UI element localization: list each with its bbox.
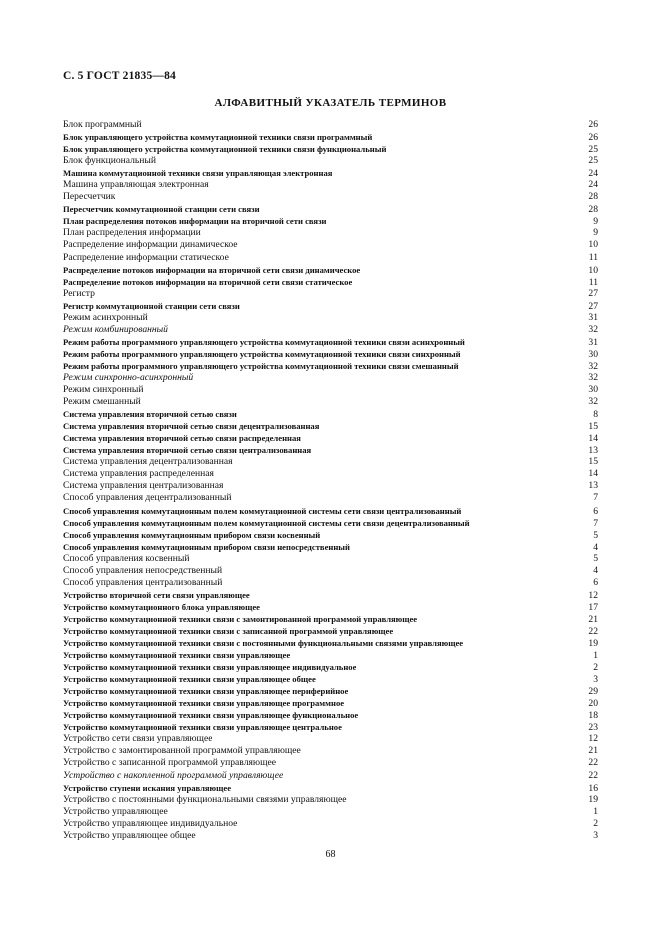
index-term: Устройство ступени искания управляющее xyxy=(63,782,232,793)
index-term: Пересчетчик коммутационной станции сети связи xyxy=(63,204,260,215)
index-page-number: 10 xyxy=(588,264,598,276)
index-entry xyxy=(63,179,598,191)
index-entry xyxy=(63,420,598,432)
index-term: Система управления децентрализованная xyxy=(63,456,233,468)
index-entry xyxy=(63,613,598,625)
index-term: Устройство коммутационной техники связи управляющее центральное xyxy=(63,722,342,733)
index-entry xyxy=(63,336,598,348)
index-term: Режим смешанный xyxy=(63,396,141,408)
index-term: Система управления централизованная xyxy=(63,480,224,492)
index-page-number: 31 xyxy=(588,311,598,323)
index-term: Устройство коммутационной техники связи с постоянными функциональными связями управляющее xyxy=(63,638,464,649)
index-page-number: 22 xyxy=(588,625,598,637)
index-entry xyxy=(63,818,598,830)
index-page-number: 12 xyxy=(588,733,598,745)
index-entry xyxy=(63,806,598,818)
index-page-number: 25 xyxy=(588,144,598,156)
index-entry xyxy=(63,782,598,794)
index-page-number: 13 xyxy=(588,480,598,492)
index-page-number: 1 xyxy=(593,805,598,817)
index-entry xyxy=(63,673,598,685)
index-entry xyxy=(63,239,598,251)
index-term: Распределение информации динамическое xyxy=(63,239,238,251)
index-page-number: 14 xyxy=(588,433,598,445)
index-term: Устройство с замонтированной программой управляющее xyxy=(63,745,301,757)
index-page-number: 24 xyxy=(588,168,598,180)
index-page-number: 5 xyxy=(593,529,598,541)
index-page-number: 5 xyxy=(593,552,598,564)
index-page-number: 28 xyxy=(588,191,598,203)
index-entry xyxy=(63,360,598,372)
index-entry xyxy=(63,191,598,203)
index-page-number: 11 xyxy=(588,276,598,288)
index-term: Распределение потоков информации на вторичной сети связи статическое xyxy=(63,276,353,287)
index-entry xyxy=(63,625,598,637)
index-entry xyxy=(63,745,598,757)
index-term: Устройство вторичной сети связи управляющее xyxy=(63,589,250,600)
index-page-number: 22 xyxy=(588,769,598,781)
index-page-number: 15 xyxy=(588,456,598,468)
index-page-number: 16 xyxy=(588,782,598,794)
index-term: Устройство коммутационной техники связи с записанной программой управляющее xyxy=(63,625,394,636)
index-term: Устройство коммутационной техники связи управляющее xyxy=(63,650,291,661)
index-entry xyxy=(63,456,598,468)
index-entry xyxy=(63,637,598,649)
index-page-number: 19 xyxy=(588,638,598,650)
index-page-number: 32 xyxy=(588,396,598,408)
index-page-number: 19 xyxy=(588,793,598,805)
index-entry xyxy=(63,529,598,541)
index-term: Режим комбинированный xyxy=(63,323,168,335)
index-entry xyxy=(63,709,598,721)
index-term: Регистр коммутационной станции сети связи xyxy=(63,300,240,311)
index-page-number: 30 xyxy=(588,384,598,396)
index-entry xyxy=(63,215,598,227)
index-entry xyxy=(63,384,598,396)
index-entry xyxy=(63,119,598,131)
index-entry xyxy=(63,492,598,504)
index-entry xyxy=(63,252,598,264)
index-page-number: 23 xyxy=(588,722,598,734)
index-page-number: 32 xyxy=(588,371,598,383)
index-term: Машина коммутационной техники связи управляющая электронная xyxy=(63,168,333,179)
index-entry xyxy=(63,770,598,782)
index-entry xyxy=(63,396,598,408)
index-term: Режим работы программного управляющего устройства коммутационной техники связи синхронный xyxy=(63,348,461,359)
index-page-number: 21 xyxy=(588,745,598,757)
index-term: Режим работы программного управляющего устройства коммутационной техники связи асинхронный xyxy=(63,336,465,347)
index-entry xyxy=(63,480,598,492)
index-page-number: 20 xyxy=(588,698,598,710)
index-term: Машина управляющая электронная xyxy=(63,179,209,191)
index-page-number: 32 xyxy=(588,323,598,335)
index-term: Режим работы программного управляющего устройства коммутационной техники связи смешанный xyxy=(63,360,459,371)
index-page-number: 6 xyxy=(593,505,598,517)
index-term: Устройство коммутационной техники связи управляющее индивидуальное xyxy=(63,662,357,673)
index-entry xyxy=(63,505,598,517)
index-page-number: 25 xyxy=(588,155,598,167)
index-entry xyxy=(63,155,598,167)
index-entry xyxy=(63,661,598,673)
index-entry xyxy=(63,733,598,745)
index-term: План распределения информации xyxy=(63,227,201,239)
index-entry xyxy=(63,649,598,661)
index-page-number: 24 xyxy=(588,179,598,191)
index-term: Устройство с постоянными функциональными связями управляющее xyxy=(63,793,347,805)
index-term: Система управления распределенная xyxy=(63,468,214,480)
index-term: Устройство коммутационного блока управляющее xyxy=(63,601,260,612)
index-entry xyxy=(63,167,598,179)
index-term: Блок функциональный xyxy=(63,155,157,167)
index-page-number: 28 xyxy=(588,204,598,216)
index-page-number: 6 xyxy=(593,576,598,588)
page-title: АЛФАВИТНЫЙ УКАЗАТЕЛЬ ТЕРМИНОВ xyxy=(214,97,447,109)
index-term: Способ управления коммутационным полем коммутационной системы сети связи децентрализованный xyxy=(63,517,470,528)
index-entry xyxy=(63,541,598,553)
term-index-list xyxy=(63,119,598,842)
index-term: Регистр xyxy=(63,287,95,299)
index-page-number: 8 xyxy=(593,409,598,421)
index-term: Способ управления централизованный xyxy=(63,576,223,588)
index-entry xyxy=(63,697,598,709)
index-page-number: 17 xyxy=(588,601,598,613)
index-entry xyxy=(63,432,598,444)
index-term: Способ управления коммутационным прибором связи косвенный xyxy=(63,529,321,540)
index-term: Режим синхронный xyxy=(63,384,144,396)
page-header: С. 5 ГОСТ 21835—84 xyxy=(63,70,176,82)
index-page-number: 2 xyxy=(593,662,598,674)
index-page-number: 2 xyxy=(593,817,598,829)
index-page-number: 13 xyxy=(588,445,598,457)
index-entry xyxy=(63,324,598,336)
index-entry xyxy=(63,589,598,601)
index-entry xyxy=(63,601,598,613)
index-page-number: 7 xyxy=(593,492,598,504)
index-page-number: 27 xyxy=(588,300,598,312)
index-term: Система управления вторичной сетью связи централизованная xyxy=(63,445,312,456)
index-term: Пересчетчик xyxy=(63,191,116,203)
index-term: Система управления вторичной сетью связи xyxy=(63,409,237,420)
index-page-number: 4 xyxy=(593,541,598,553)
index-term: Способ управления коммутационным прибором связи непосредственный xyxy=(63,541,350,552)
index-entry xyxy=(63,276,598,288)
index-term: Устройство управляющее xyxy=(63,805,168,817)
index-term: Устройство коммутационной техники связи управляющее программное xyxy=(63,698,345,709)
index-term: Способ управления коммутационным полем коммутационной системы сети связи централизованный xyxy=(63,505,462,516)
index-term: Устройство коммутационной техники связи с замонтированной программой управляющее xyxy=(63,613,418,624)
index-page-number: 14 xyxy=(588,468,598,480)
index-page-number: 9 xyxy=(593,227,598,239)
index-page-number: 27 xyxy=(588,287,598,299)
page-number-footer: 68 xyxy=(325,849,336,860)
index-entry xyxy=(63,264,598,276)
index-term: Блок управляющего устройства коммутационной техники связи функциональный xyxy=(63,144,387,155)
index-page-number: 32 xyxy=(588,360,598,372)
index-entry xyxy=(63,444,598,456)
index-page-number: 22 xyxy=(588,757,598,769)
index-page-number: 9 xyxy=(593,216,598,228)
index-page-number: 3 xyxy=(593,674,598,686)
index-term: Устройство с записанной программой управляющее xyxy=(63,757,276,769)
index-term: Устройство управляющее индивидуальное xyxy=(63,817,238,829)
index-entry xyxy=(63,757,598,769)
index-term: Система управления вторичной сетью связи распределенная xyxy=(63,433,301,444)
index-entry xyxy=(63,300,598,312)
index-term: Распределение информации статическое xyxy=(63,251,229,263)
index-page-number: 18 xyxy=(588,710,598,722)
index-page-number: 1 xyxy=(593,650,598,662)
index-term: Устройство сети связи управляющее xyxy=(63,733,213,745)
index-page-number: 26 xyxy=(588,132,598,144)
index-entry xyxy=(63,227,598,239)
index-term: Распределение потоков информации на вторичной сети связи динамическое xyxy=(63,264,361,275)
index-page-number: 10 xyxy=(588,239,598,251)
index-page-number: 4 xyxy=(593,564,598,576)
index-entry xyxy=(63,553,598,565)
index-entry xyxy=(63,348,598,360)
index-term: Устройство управляющее общее xyxy=(63,829,196,841)
index-term: Способ управления непосредственный xyxy=(63,564,223,576)
index-term: План распределения потоков информации на вторичной сети связи xyxy=(63,216,327,227)
index-entry xyxy=(63,131,598,143)
index-entry xyxy=(63,468,598,480)
index-term: Система управления вторичной сетью связи децентрализованная xyxy=(63,421,320,432)
index-term: Устройство коммутационной техники связи управляющее функциональное xyxy=(63,710,359,721)
index-entry xyxy=(63,830,598,842)
index-page-number: 31 xyxy=(588,336,598,348)
index-entry xyxy=(63,372,598,384)
index-entry xyxy=(63,685,598,697)
index-page-number: 7 xyxy=(593,517,598,529)
index-term: Блок управляющего устройства коммутационной техники связи программный xyxy=(63,132,373,143)
index-page-number: 3 xyxy=(593,829,598,841)
index-entry xyxy=(63,408,598,420)
index-entry xyxy=(63,203,598,215)
index-page-number: 29 xyxy=(588,686,598,698)
index-term: Способ управления децентрализованный xyxy=(63,492,232,504)
index-page-number: 15 xyxy=(588,421,598,433)
index-entry xyxy=(63,288,598,300)
index-page-number: 21 xyxy=(588,613,598,625)
index-term: Режим асинхронный xyxy=(63,311,148,323)
index-entry xyxy=(63,565,598,577)
index-entry xyxy=(63,143,598,155)
index-term: Устройство коммутационной техники связи управляющее общее xyxy=(63,674,316,685)
index-entry xyxy=(63,794,598,806)
index-term: Способ управления косвенный xyxy=(63,552,190,564)
index-entry xyxy=(63,721,598,733)
index-entry xyxy=(63,577,598,589)
index-term: Устройство с накопленной программой управляющее xyxy=(63,769,284,781)
index-entry xyxy=(63,312,598,324)
index-page-number: 11 xyxy=(588,251,598,263)
index-page-number: 12 xyxy=(588,589,598,601)
index-term: Режим синхронно-асинхронный xyxy=(63,371,194,383)
index-entry xyxy=(63,517,598,529)
index-term: Устройство коммутационной техники связи управляющее периферийное xyxy=(63,686,349,697)
index-page-number: 26 xyxy=(588,119,598,130)
index-page-number: 30 xyxy=(588,348,598,360)
index-term: Блок программный xyxy=(63,119,142,130)
